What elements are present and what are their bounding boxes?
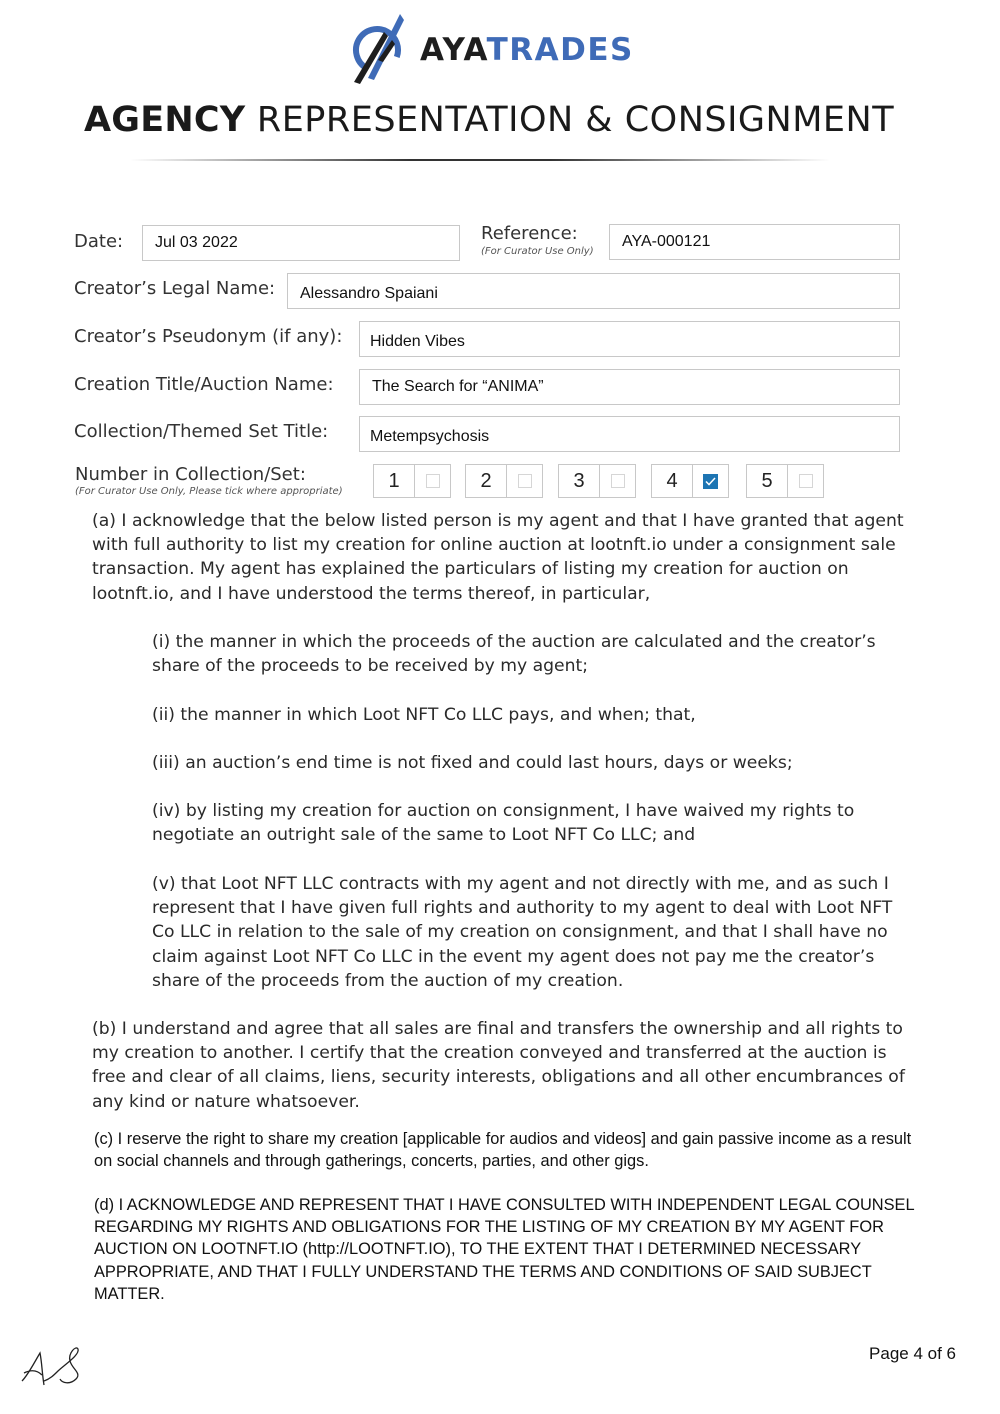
reference-sublabel: (For Curator Use Only) (481, 246, 594, 257)
clause-c: (c) I reserve the right to share my creation [applicable for audios and videos] and gain passive income as a result on social channels and through gatherings, concerts, parties, and other gigs. (94, 1130, 912, 1171)
creation-title-field[interactable]: The Search for “ANIMA” (359, 369, 900, 405)
logo-text-trades: TRADES (486, 32, 634, 68)
set-number-option-5[interactable] (746, 464, 824, 498)
signature-initials (20, 1345, 90, 1390)
set-number-label: 4 (652, 465, 693, 497)
collection-title-field[interactable]: Metempsychosis (359, 416, 900, 452)
set-number-option-4[interactable] (651, 464, 729, 498)
collection-title-label: Collection/Themed Set Title: (74, 421, 329, 442)
date-label: Date: (74, 231, 124, 252)
page-title (84, 100, 924, 140)
date-field[interactable]: Jul 03 2022 (142, 225, 460, 261)
checkbox-unchecked[interactable] (799, 474, 813, 488)
page-number: Page 4 of 6 (869, 1344, 956, 1363)
title-rest: REPRESENTATION & CONSIGNMENT (245, 100, 895, 140)
ayatrades-logo-icon (348, 10, 410, 86)
set-number-label: 3 (559, 465, 600, 497)
clause-a-iii: (iii) an auction’s end time is not fixed and could last hours, days or weeks; (152, 753, 793, 773)
signature-icon (20, 1345, 90, 1390)
checkbox-unchecked[interactable] (426, 474, 440, 488)
set-number-option-1[interactable] (373, 464, 451, 498)
set-number-option-2[interactable] (465, 464, 543, 498)
clause-a-i: (i) the manner in which the proceeds of the auction are calculated and the creator’s share of the proceeds to be received by my agent; (152, 632, 876, 677)
number-in-set-sublabel: (For Curator Use Only, Please tick where appropriate) (75, 486, 343, 497)
title-divider (130, 159, 830, 161)
legal-name-field[interactable]: Alessandro Spaiani (287, 273, 900, 309)
clause-a: (a) I acknowledge that the below listed person is my agent and that I have granted that agent with full authority to list my creation for online auction at lootnft.io under a consignment sale transaction. My agent has explained the particulars of listing my creation for auction on lootnft.io, and I have understood the terms thereof, in particular, (92, 511, 904, 604)
title-bold: AGENCY (84, 100, 246, 140)
reference-label: Reference: (481, 223, 578, 244)
checkbox-checked[interactable] (703, 474, 718, 489)
set-number-label: 5 (747, 465, 788, 497)
ayatrades-logo (348, 8, 648, 88)
pseudonym-label: Creator’s Pseudonym (if any): (74, 326, 343, 347)
pseudonym-field[interactable]: Hidden Vibes (359, 321, 900, 357)
clause-a-iv: (iv) by listing my creation for auction on consignment, I have waived my rights to negotiate an outright sale of the same to Loot NFT Co LLC; and (152, 801, 855, 846)
checkbox-unchecked[interactable] (518, 474, 532, 488)
logo-wordmark (420, 32, 634, 68)
clause-d: (d) I ACKNOWLEDGE AND REPRESENT THAT I HAVE CONSULTED WITH INDEPENDENT LEGAL COUNSEL REGARDING MY RIGHTS AND OBLIGATIONS FOR THE LISTING OF MY CREATION BY MY AGENT FOR AUCTION ON LOOTNFT.IO (http://LOOTNFT.IO), TO THE EXTENT THAT I DETERMINED NECESSARY APPROPRIATE, AND THAT I FULLY UNDERSTAND THE TERMS AND CONDITIONS OF SAID SUBJECT MATTER. (94, 1196, 914, 1303)
checkbox-unchecked[interactable] (611, 474, 625, 488)
legal-name-label: Creator’s Legal Name: (74, 278, 276, 299)
creation-title-label: Creation Title/Auction Name: (74, 374, 334, 395)
number-in-set-label: Number in Collection/Set: (75, 464, 306, 485)
set-number-label: 2 (466, 465, 507, 497)
reference-field[interactable]: AYA-000121 (609, 224, 900, 260)
clause-a-v: (v) that Loot NFT LLC contracts with my agent and not directly with me, and as such I represent that I have given full rights and authority to my agent to deal with Loot NFT Co LLC in relation to the sale of my creation on consignment, and that I shall have no claim against Loot NFT Co LLC in the event my agent does not pay me the creator’s share of the proceeds from the auction of my creation. (152, 874, 893, 991)
checkmark-icon (705, 477, 716, 486)
clause-b: (b) I understand and agree that all sales are final and transfers the ownership and all rights to my creation to another. I certify that the creation conveyed and transferred at the auction is free and clear of all claims, liens, security interests, obligations and all other encumbrances of any kind or nature whatsoever. (92, 1019, 905, 1112)
set-number-option-3[interactable] (558, 464, 636, 498)
clause-a-ii: (ii) the manner in which Loot NFT Co LLC pays, and when; that, (152, 705, 696, 725)
set-number-label: 1 (374, 465, 415, 497)
logo-text-aya: AYA (420, 32, 487, 68)
